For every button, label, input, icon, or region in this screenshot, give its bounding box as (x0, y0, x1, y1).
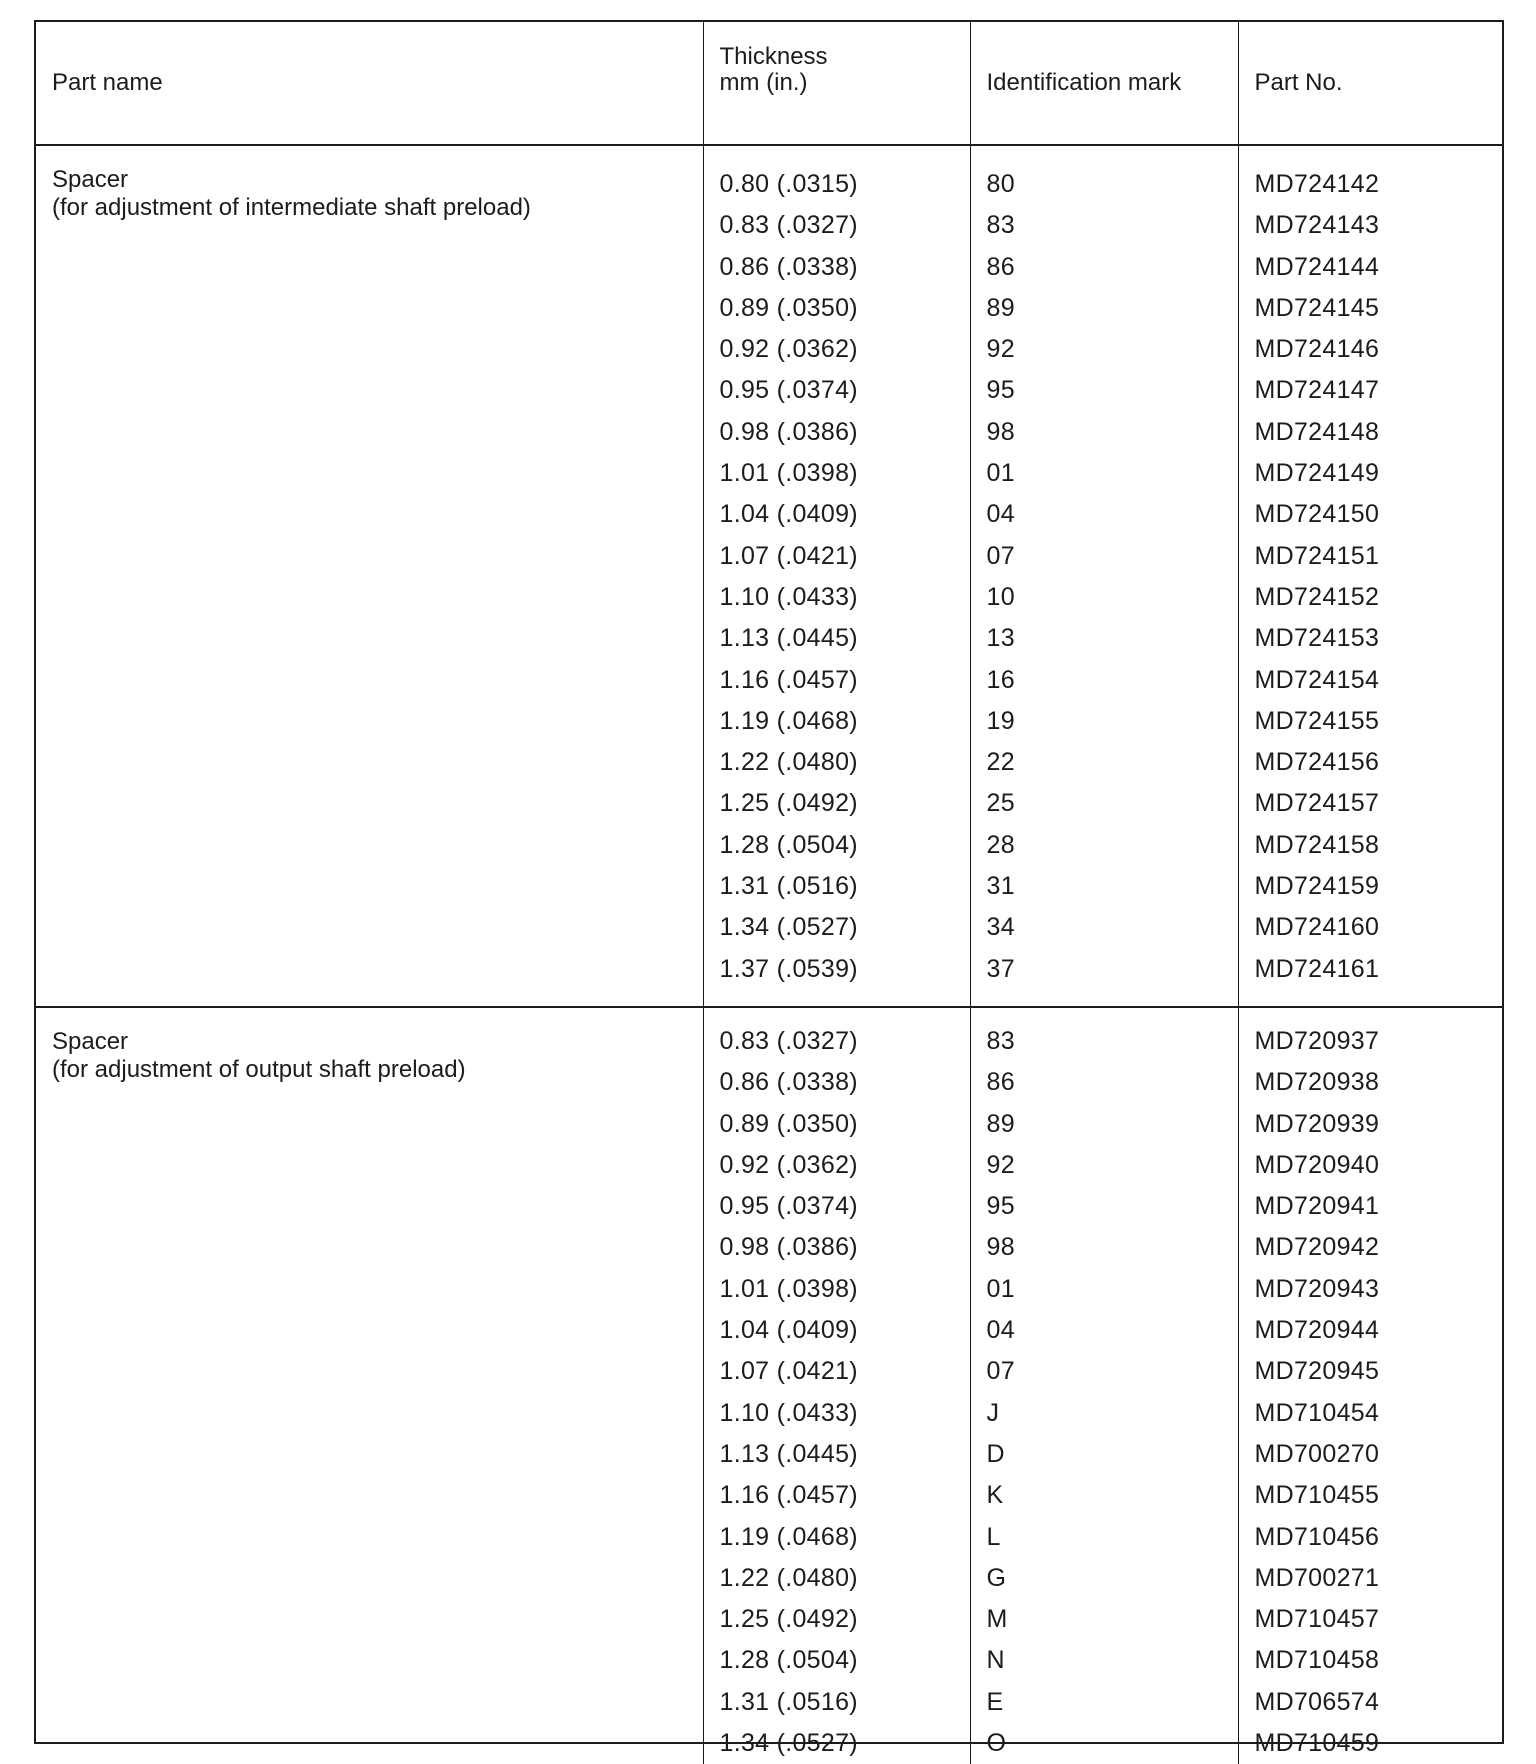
thickness-cell: 1.13 (.0445) (719, 1439, 858, 1468)
identification-mark-cell: 16 (986, 665, 1015, 694)
thickness-cell: 0.92 (.0362) (719, 1150, 858, 1179)
part-no-cell: MD724159 (1254, 872, 1380, 901)
thickness-cell: 1.01 (.0398) (719, 1274, 858, 1303)
thickness-cell: 1.10 (.0433) (719, 582, 858, 611)
identification-mark-cell: 07 (986, 541, 1015, 570)
part-no-list (1239, 146, 1505, 990)
identification-mark-cell: N (986, 1646, 1005, 1675)
header-identification-mark: Identification mark (970, 22, 1238, 145)
identification-mark-cell: 89 (986, 293, 1015, 322)
part-no-cell: MD724154 (1254, 665, 1380, 694)
part-no-column (1238, 1007, 1504, 1764)
group-name-cell (36, 145, 703, 1007)
part-no-cell: MD724148 (1254, 417, 1380, 446)
identification-mark-cell: 37 (986, 954, 1015, 983)
part-no-cell: MD720942 (1254, 1233, 1380, 1262)
part-no-cell: MD724155 (1254, 706, 1380, 735)
identification-mark-cell: 83 (986, 1027, 1015, 1055)
thickness-cell: 1.16 (.0457) (719, 665, 858, 694)
identification-mark-cell: 04 (986, 500, 1015, 529)
thickness-cell: 0.98 (.0386) (719, 417, 858, 446)
part-no-cell: MD724147 (1254, 376, 1380, 405)
thickness-cell: 1.31 (.0516) (719, 1687, 858, 1716)
part-no-cell: MD720938 (1254, 1068, 1380, 1097)
part-no-cell: MD724161 (1254, 954, 1380, 983)
thickness-cell: 1.34 (.0527) (719, 1729, 858, 1758)
identification-mark-cell: 07 (986, 1357, 1015, 1386)
thickness-column (703, 1007, 970, 1764)
thickness-cell: 0.92 (.0362) (719, 335, 858, 364)
thickness-cell: 0.89 (.0350) (719, 293, 858, 322)
part-no-cell: MD724157 (1254, 789, 1380, 818)
thickness-cell: 0.89 (.0350) (719, 1109, 858, 1138)
thickness-list (704, 146, 970, 990)
identification-mark-cell: O (986, 1729, 1007, 1758)
group-name-cell (36, 1007, 703, 1764)
thickness-cell: 1.28 (.0504) (719, 1646, 858, 1675)
identification-mark-cell: 86 (986, 1068, 1015, 1097)
thickness-cell: 0.95 (.0374) (719, 1192, 858, 1221)
identification-mark-cell: J (986, 1398, 1000, 1427)
thickness-cell: 0.83 (.0327) (719, 1027, 858, 1055)
part-no-column (1238, 145, 1504, 1007)
thickness-cell: 1.16 (.0457) (719, 1481, 858, 1510)
thickness-cell: 1.04 (.0409) (719, 1316, 858, 1345)
identification-mark-cell: 92 (986, 335, 1015, 364)
part-no-cell: MD724144 (1254, 252, 1380, 281)
header-part-no: Part No. (1238, 22, 1504, 145)
identification-mark-cell: 98 (986, 1233, 1015, 1262)
part-no-cell: MD724146 (1254, 335, 1380, 364)
part-no-cell: MD724156 (1254, 748, 1380, 777)
part-no-cell: MD720940 (1254, 1150, 1380, 1179)
thickness-cell: 1.07 (.0421) (719, 541, 858, 570)
thickness-cell: 1.13 (.0445) (719, 624, 858, 653)
part-no-cell: MD724142 (1254, 170, 1380, 198)
identification-mark-cell: 28 (986, 830, 1015, 859)
part-no-cell: MD724152 (1254, 582, 1380, 611)
thickness-cell: 1.10 (.0433) (719, 1398, 858, 1427)
group-description: (for adjustment of intermediate shaft preload) (52, 194, 531, 221)
thickness-column (703, 145, 970, 1007)
identification-mark-cell: 95 (986, 376, 1015, 405)
spacer-parts-table (36, 22, 1504, 1764)
identification-mark-column (970, 145, 1238, 1007)
header-thickness-line1: Thickness (719, 43, 828, 70)
identification-mark-cell: 10 (986, 582, 1015, 611)
thickness-cell: 1.37 (.0539) (719, 954, 858, 983)
identification-mark-cell: 19 (986, 706, 1015, 735)
identification-mark-cell: G (986, 1563, 1007, 1592)
part-no-cell: MD706574 (1254, 1687, 1380, 1716)
identification-mark-cell: L (986, 1522, 1001, 1551)
part-no-cell: MD710459 (1254, 1729, 1380, 1758)
identification-mark-cell: 01 (986, 459, 1015, 488)
group-intermediate-shaft (36, 145, 1504, 1007)
identification-mark-cell: 80 (986, 170, 1015, 198)
part-no-cell: MD710457 (1254, 1605, 1380, 1634)
identification-mark-cell: 34 (986, 913, 1015, 942)
table-header-row (36, 22, 1504, 145)
identification-mark-cell: 01 (986, 1274, 1015, 1303)
group-output-shaft (36, 1007, 1504, 1764)
thickness-list (704, 1008, 970, 1764)
identification-mark-cell: 98 (986, 417, 1015, 446)
part-no-cell: MD724158 (1254, 830, 1380, 859)
identification-mark-cell: 22 (986, 748, 1015, 777)
thickness-cell: 0.80 (.0315) (719, 170, 858, 198)
identification-mark-cell: K (986, 1481, 1004, 1510)
part-no-cell: MD724149 (1254, 459, 1380, 488)
part-no-cell: MD720939 (1254, 1109, 1380, 1138)
part-no-cell: MD710458 (1254, 1646, 1380, 1675)
thickness-cell: 0.86 (.0338) (719, 252, 858, 281)
thickness-cell: 1.07 (.0421) (719, 1357, 858, 1386)
identification-mark-cell: 83 (986, 211, 1015, 240)
part-no-cell: MD700271 (1254, 1563, 1380, 1592)
thickness-cell: 1.19 (.0468) (719, 706, 858, 735)
part-no-cell: MD724145 (1254, 293, 1380, 322)
part-no-cell: MD724151 (1254, 541, 1380, 570)
thickness-cell: 1.01 (.0398) (719, 459, 858, 488)
thickness-cell: 1.28 (.0504) (719, 830, 858, 859)
thickness-cell: 1.22 (.0480) (719, 1563, 858, 1592)
thickness-cell: 1.19 (.0468) (719, 1522, 858, 1551)
part-no-cell: MD720944 (1254, 1316, 1380, 1345)
identification-mark-list (971, 146, 1238, 990)
header-thickness (703, 22, 970, 145)
part-no-cell: MD724160 (1254, 913, 1380, 942)
thickness-cell: 1.04 (.0409) (719, 500, 858, 529)
identification-mark-column (970, 1007, 1238, 1764)
identification-mark-cell: E (986, 1687, 1004, 1716)
identification-mark-cell: 04 (986, 1316, 1015, 1345)
header-thickness-line2: mm (in.) (719, 69, 808, 96)
thickness-cell: 1.34 (.0527) (719, 913, 858, 942)
part-no-cell: MD724143 (1254, 211, 1380, 240)
part-no-list (1239, 1008, 1505, 1764)
part-no-cell: MD710454 (1254, 1398, 1380, 1427)
part-no-cell: MD720937 (1254, 1027, 1380, 1055)
identification-mark-cell: M (986, 1605, 1008, 1634)
thickness-cell: 1.31 (.0516) (719, 872, 858, 901)
identification-mark-list (971, 1008, 1238, 1764)
thickness-cell: 1.25 (.0492) (719, 1605, 858, 1634)
part-no-cell: MD710455 (1254, 1481, 1380, 1510)
identification-mark-cell: 95 (986, 1192, 1015, 1221)
thickness-cell: 0.98 (.0386) (719, 1233, 858, 1262)
identification-mark-cell: D (986, 1439, 1005, 1468)
thickness-cell: 1.22 (.0480) (719, 748, 858, 777)
identification-mark-cell: 86 (986, 252, 1015, 281)
group-description: (for adjustment of output shaft preload) (52, 1056, 466, 1083)
thickness-cell: 0.83 (.0327) (719, 211, 858, 240)
identification-mark-cell: 31 (986, 872, 1015, 901)
part-no-cell: MD720941 (1254, 1192, 1380, 1221)
part-no-cell: MD720943 (1254, 1274, 1380, 1303)
identification-mark-cell: 89 (986, 1109, 1015, 1138)
group-name: Spacer (52, 166, 129, 193)
thickness-cell: 0.86 (.0338) (719, 1068, 858, 1097)
identification-mark-cell: 13 (986, 624, 1015, 653)
part-no-cell: MD724150 (1254, 500, 1380, 529)
group-name: Spacer (52, 1028, 129, 1055)
part-no-cell: MD710456 (1254, 1522, 1380, 1551)
spacer-table-frame (34, 20, 1504, 1758)
identification-mark-cell: 25 (986, 789, 1015, 818)
thickness-cell: 0.95 (.0374) (719, 376, 858, 405)
thickness-cell: 1.25 (.0492) (719, 789, 858, 818)
part-no-cell: MD700270 (1254, 1439, 1380, 1468)
part-no-cell: MD724153 (1254, 624, 1380, 653)
identification-mark-cell: 92 (986, 1150, 1015, 1179)
part-no-cell: MD720945 (1254, 1357, 1380, 1386)
header-part-name: Part name (36, 22, 703, 145)
